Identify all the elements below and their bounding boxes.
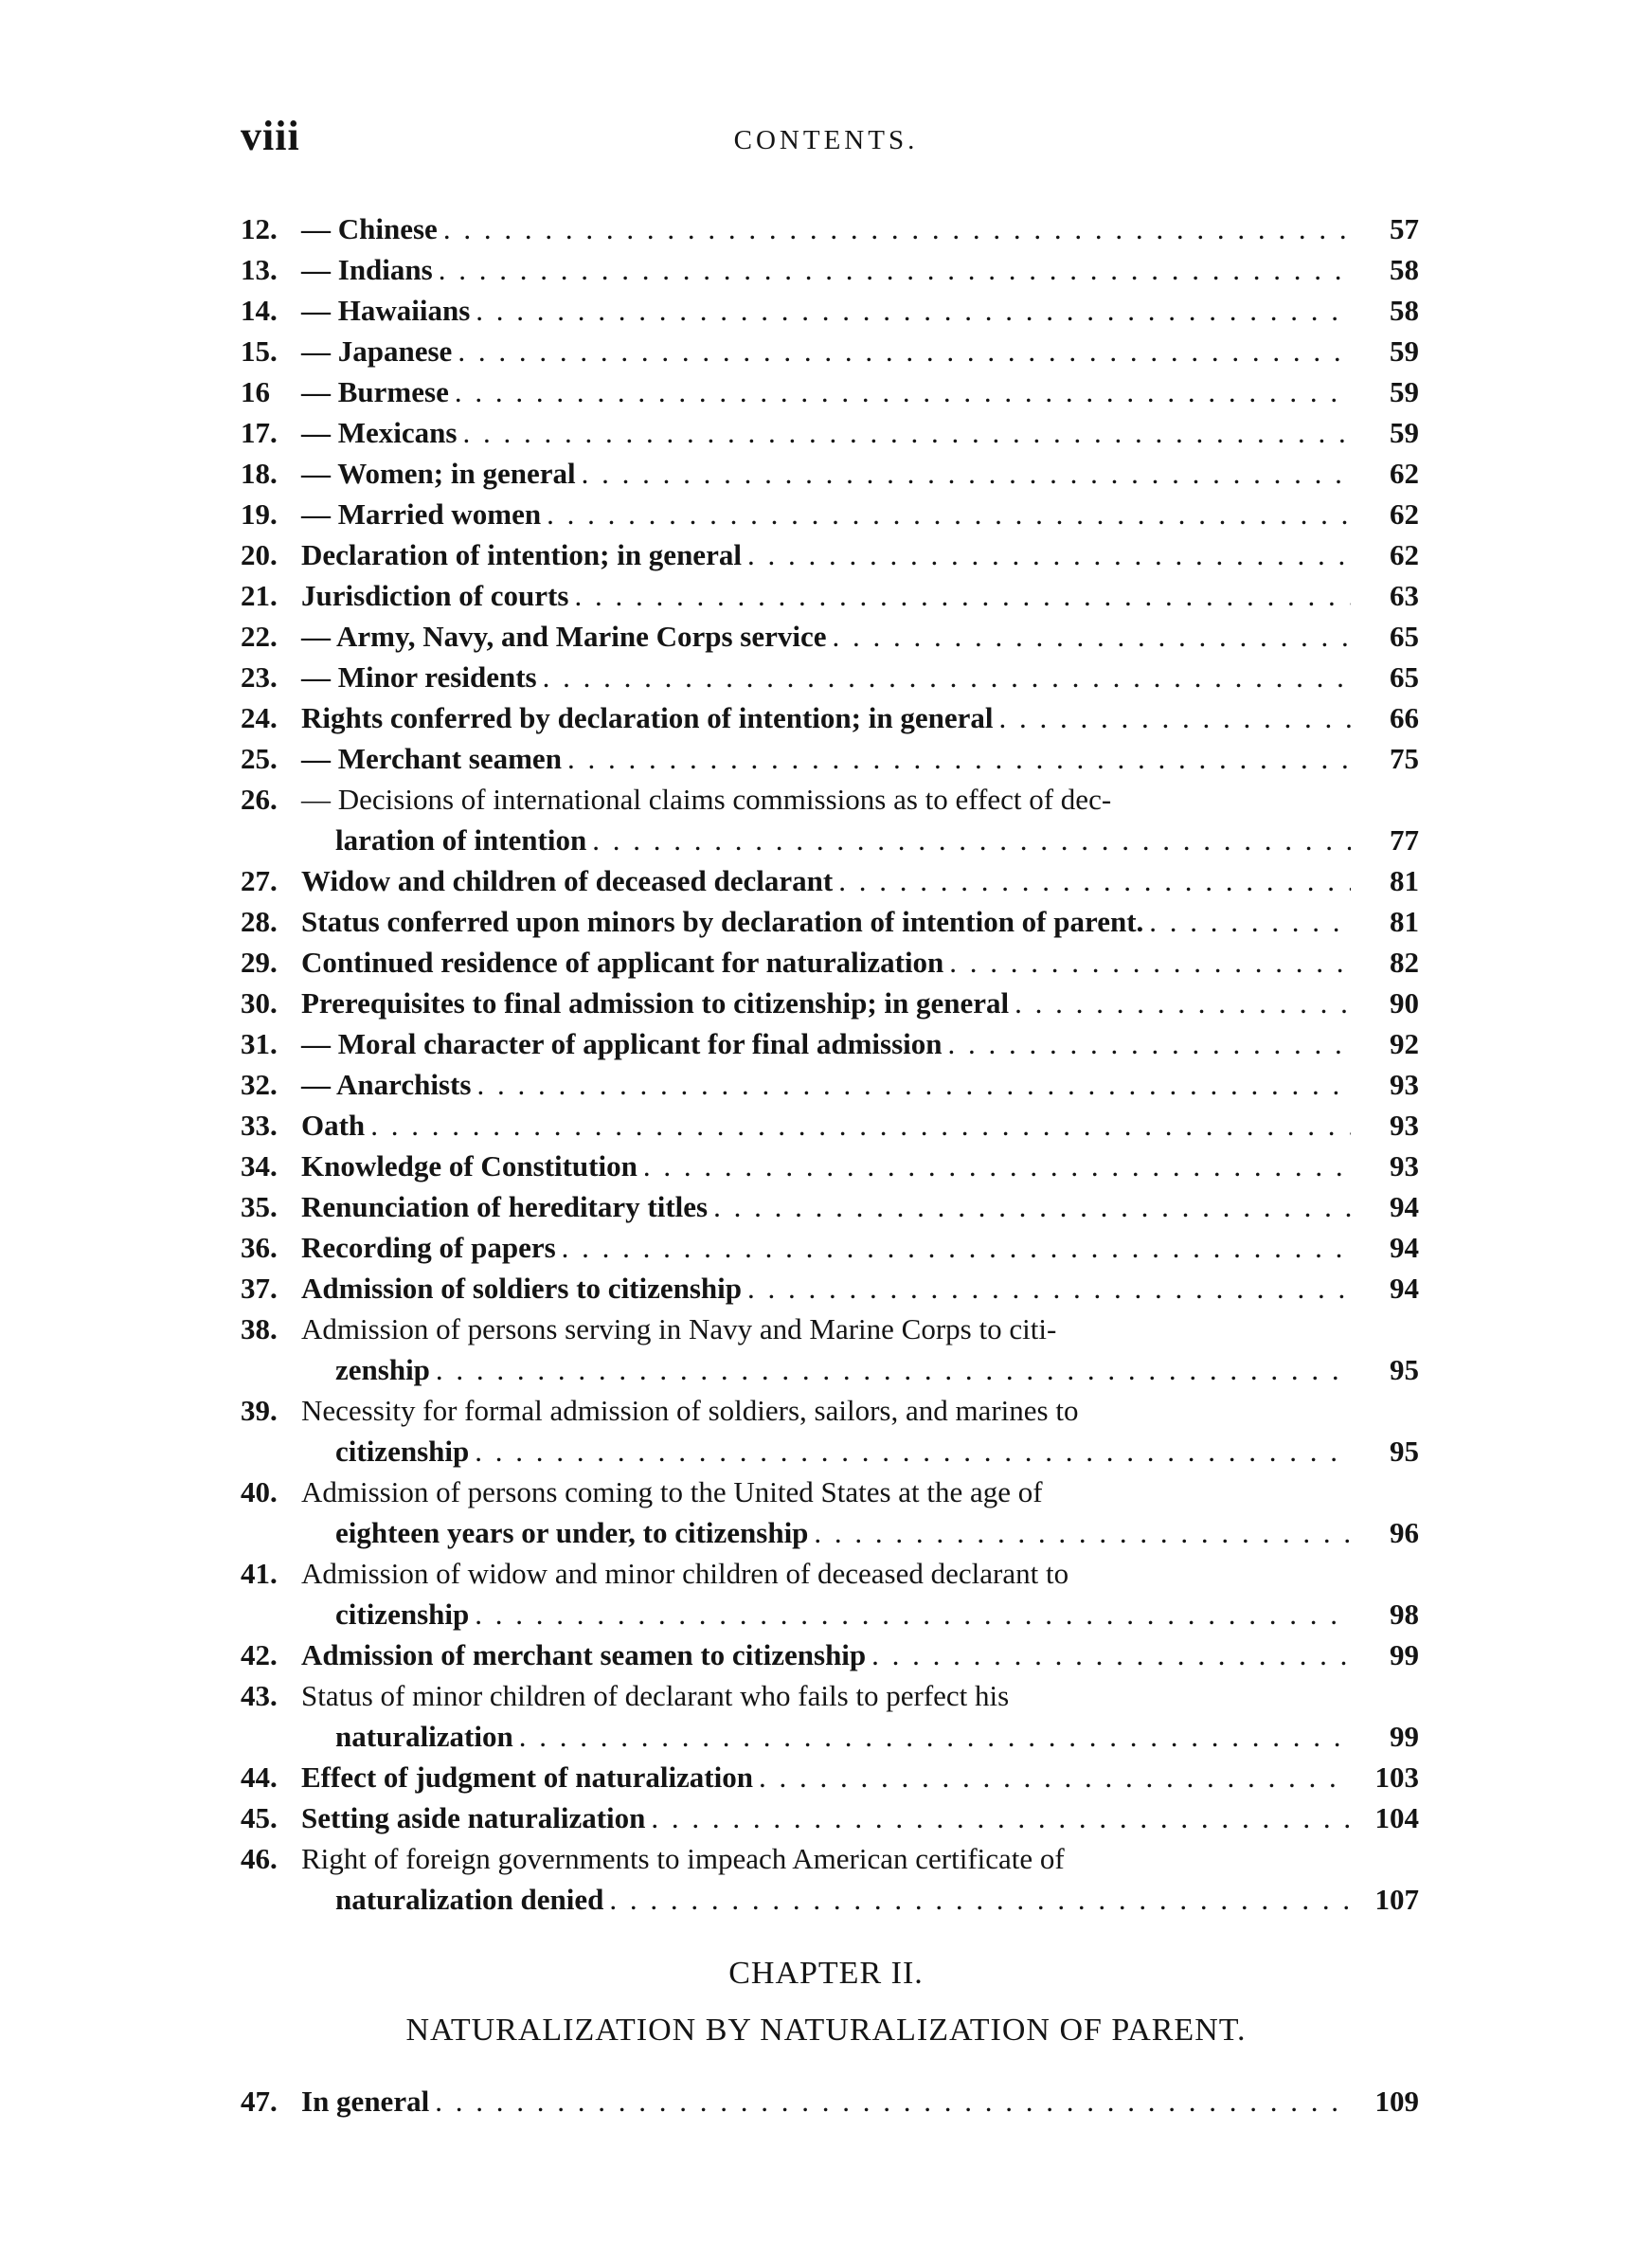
toc-entry-page: 59 [1390, 416, 1419, 449]
dot-leader [948, 1023, 1351, 1064]
toc-entry-title: laration of intention [335, 823, 587, 857]
toc-entry-title: Renunciation of hereditary titles [301, 1190, 709, 1223]
running-title: CONTENTS. [733, 125, 919, 155]
dot-leader [582, 453, 1351, 494]
toc-entry [241, 1797, 1419, 1838]
toc-entry-page: 82 [1390, 946, 1419, 979]
dot-leader [759, 1757, 1351, 1797]
toc-entry [241, 1186, 1419, 1227]
toc-entry-number: 13. [241, 253, 278, 286]
toc-entry-title: citizenship [335, 1598, 470, 1631]
toc-entry-number: 37. [241, 1272, 278, 1305]
toc-entry-number: 34. [241, 1149, 278, 1183]
toc-entry-title: naturalization [335, 1720, 513, 1753]
toc-entry-page: 94 [1390, 1272, 1419, 1305]
dot-leader [609, 1879, 1351, 1920]
toc-entry [241, 1023, 1419, 1064]
toc-entry-page: 65 [1390, 660, 1419, 694]
toc-entry [241, 1553, 1419, 1634]
toc-entry-title-first-line: Admission of persons coming to the United States at the age of [301, 1475, 1043, 1508]
toc-entry-title: citizenship [335, 1435, 470, 1468]
toc-entry [241, 1757, 1419, 1797]
dot-leader [592, 820, 1351, 860]
toc-entry-title: Continued residence of applicant for naturalization [301, 946, 944, 979]
toc-entry-title: — Mexicans [301, 416, 458, 449]
toc-entry-title: — Chinese [301, 212, 438, 245]
toc-entry-title: — Army, Navy, and Marine Corps service [301, 620, 827, 653]
toc-entry-title: Oath [301, 1109, 366, 1142]
dot-leader [643, 1146, 1351, 1186]
toc-entry [241, 371, 1419, 412]
toc-entry-page: 99 [1390, 1720, 1419, 1753]
toc-entry [241, 738, 1419, 779]
toc-entry-page: 63 [1390, 579, 1419, 612]
toc-entry [241, 1146, 1419, 1186]
dot-leader [1015, 983, 1351, 1023]
toc-entry-title: zenship [335, 1353, 430, 1386]
toc-entry-title: naturalization denied [335, 1883, 604, 1916]
toc-entry-number: 28. [241, 905, 278, 938]
toc-entry-title: — Women; in general [301, 457, 576, 490]
toc-entry [241, 494, 1419, 534]
toc-entry [241, 1268, 1419, 1309]
toc-entry-number: 46. [241, 1842, 278, 1875]
toc-entry [241, 1472, 1419, 1553]
toc-entry-page: 62 [1390, 457, 1419, 490]
toc-entry-page: 59 [1390, 375, 1419, 408]
toc-entry-title: — Minor residents [301, 660, 537, 694]
toc-entry [241, 697, 1419, 738]
toc-entry-page: 93 [1390, 1109, 1419, 1142]
toc-entry-page: 62 [1390, 497, 1419, 531]
dot-leader [475, 1594, 1351, 1634]
toc-entry-page: 98 [1390, 1598, 1419, 1631]
toc-entry-number: 25. [241, 742, 278, 775]
toc-entry [241, 290, 1419, 331]
toc-entry-title-first-line: Status of minor children of declarant who fails to perfect his [301, 1679, 1010, 1712]
dot-leader [370, 1105, 1351, 1146]
toc-entry-number: 18. [241, 457, 278, 490]
toc-entry [241, 1227, 1419, 1268]
toc-entry-title: — Anarchists [301, 1068, 472, 1101]
toc-entry-number: 35. [241, 1190, 278, 1223]
toc-entry-number: 23. [241, 660, 278, 694]
toc-entry-page: 107 [1374, 1883, 1419, 1916]
toc-entry-number: 29. [241, 946, 278, 979]
toc-entry-number: 12. [241, 212, 278, 245]
dot-leader [519, 1716, 1351, 1757]
toc-entry-page: 95 [1390, 1353, 1419, 1386]
dot-leader [747, 1268, 1351, 1309]
toc-entry-title: Jurisdiction of courts [301, 579, 569, 612]
toc-entry-title: — Indians [301, 253, 433, 286]
chapter-entries [241, 2081, 1419, 2122]
toc-entry-page: 93 [1390, 1068, 1419, 1101]
dot-leader [455, 371, 1351, 412]
dot-leader [562, 1227, 1351, 1268]
toc-entry-number: 26. [241, 783, 278, 816]
toc-entry-page: 96 [1390, 1516, 1419, 1549]
toc-entry [241, 1309, 1419, 1390]
toc-entry-number: 44. [241, 1760, 278, 1794]
toc-entry [241, 901, 1419, 942]
toc-entry [241, 1838, 1419, 1920]
toc-entry-page: 62 [1390, 538, 1419, 571]
toc-entry-page: 57 [1390, 212, 1419, 245]
toc-entry [241, 1634, 1419, 1675]
table-of-contents [241, 208, 1419, 1920]
toc-entry-number: 20. [241, 538, 278, 571]
toc-entry-title: Knowledge of Constitution [301, 1149, 637, 1183]
toc-entry-page: 103 [1374, 1760, 1419, 1794]
toc-entry [241, 1064, 1419, 1105]
toc-entry-number: 31. [241, 1027, 278, 1060]
toc-entry-title: — Moral character of applicant for final admission [301, 1027, 943, 1060]
dot-leader [574, 575, 1351, 616]
dot-leader [476, 1064, 1351, 1105]
toc-entry [241, 983, 1419, 1023]
toc-entry-title: Prerequisites to final admission to citizenship; in general [301, 986, 1010, 1020]
dot-leader [439, 249, 1351, 290]
toc-entry-title: — Japanese [301, 334, 453, 368]
toc-entry-number: 17. [241, 416, 278, 449]
toc-entry-page: 81 [1390, 864, 1419, 897]
dot-leader [949, 942, 1351, 983]
toc-entry-page: 65 [1390, 620, 1419, 653]
toc-entry-title-first-line: Admission of persons serving in Navy and Marine Corps to citi- [301, 1312, 1057, 1345]
toc-entry-page: 104 [1374, 1801, 1419, 1834]
toc-entry [241, 860, 1419, 901]
toc-entry-title-first-line: Necessity for formal admission of soldiers, sailors, and marines to [301, 1394, 1079, 1427]
toc-entry-page: 81 [1390, 905, 1419, 938]
toc-entry-title: — Merchant seamen [301, 742, 562, 775]
toc-entry-page: 94 [1390, 1231, 1419, 1264]
toc-entry-page: 77 [1390, 823, 1419, 857]
toc-entry-page: 75 [1390, 742, 1419, 775]
toc-entry [241, 1105, 1419, 1146]
toc-entry-page: 58 [1390, 253, 1419, 286]
chapter-title: NATURALIZATION BY NATURALIZATION OF PARENT. [405, 2013, 1247, 2048]
toc-entry-title: Declaration of intention; in general [301, 538, 742, 571]
toc-entry-number: 21. [241, 579, 278, 612]
dot-leader [567, 738, 1351, 779]
dot-leader [476, 290, 1351, 331]
toc-entry-page: 92 [1390, 1027, 1419, 1060]
toc-entry [241, 1390, 1419, 1472]
toc-entry [241, 1675, 1419, 1757]
toc-entry-number: 40. [241, 1475, 278, 1508]
dot-leader [747, 534, 1351, 575]
toc-entry-number: 45. [241, 1801, 278, 1834]
toc-entry-page: 109 [1374, 2085, 1419, 2118]
dot-leader [458, 331, 1351, 371]
toc-entry-page: 59 [1390, 334, 1419, 368]
toc-entry [241, 616, 1419, 657]
toc-entry-title: Widow and children of deceased declarant [301, 864, 834, 897]
toc-entry [241, 453, 1419, 494]
toc-entry [241, 331, 1419, 371]
toc-entry-number: 22. [241, 620, 278, 653]
toc-entry-title: In general [301, 2085, 430, 2118]
toc-entry-title: Setting aside naturalization [301, 1801, 646, 1834]
toc-entry-number: 38. [241, 1312, 278, 1345]
toc-entry-title: — Burmese [301, 375, 449, 408]
toc-entry-title: Admission of soldiers to citizenship [301, 1272, 743, 1305]
toc-entry [241, 575, 1419, 616]
toc-entry-number: 30. [241, 986, 278, 1020]
toc-entry-page: 93 [1390, 1149, 1419, 1183]
toc-entry-number: 24. [241, 701, 278, 734]
toc-entry-title: Status conferred upon minors by declaration of intention of parent. [301, 905, 1144, 938]
toc-entry-number: 42. [241, 1638, 278, 1671]
toc-entry [241, 534, 1419, 575]
toc-entry-title-first-line: Admission of widow and minor children of deceased declarant to [301, 1557, 1069, 1590]
toc-entry-number: 16 [241, 375, 270, 408]
dot-leader [838, 860, 1351, 901]
toc-entry [241, 779, 1419, 860]
toc-entry-title-first-line: — Decisions of international claims commissions as to effect of dec- [301, 783, 1112, 816]
toc-entry-title: eighteen years or under, to citizenship [335, 1516, 809, 1549]
chapter-label: CHAPTER II. [728, 1956, 924, 1991]
toc-entry-page: 95 [1390, 1435, 1419, 1468]
toc-entry-page: 94 [1390, 1190, 1419, 1223]
toc-entry-number: 41. [241, 1557, 278, 1590]
toc-entry-title: — Married women [301, 497, 542, 531]
dot-leader [443, 208, 1351, 249]
toc-entry-title: Effect of judgment of naturalization [301, 1760, 753, 1794]
toc-entry-page: 90 [1390, 986, 1419, 1020]
toc-entry-number: 27. [241, 864, 278, 897]
dot-leader [1149, 901, 1351, 942]
page-number: viii [241, 113, 300, 159]
toc-entry-number: 14. [241, 294, 278, 327]
toc-entry-number: 36. [241, 1231, 278, 1264]
toc-entry-title-first-line: Right of foreign governments to impeach American certificate of [301, 1842, 1065, 1875]
toc-entry [241, 657, 1419, 697]
toc-entry-number: 43. [241, 1679, 278, 1712]
toc-entry [241, 208, 1419, 249]
dot-leader [998, 697, 1351, 738]
toc-entry-title: — Hawaiians [301, 294, 471, 327]
dot-leader [436, 1349, 1351, 1390]
toc-entry [241, 2081, 1419, 2122]
dot-leader [462, 412, 1351, 453]
dot-leader [547, 494, 1351, 534]
toc-entry-number: 33. [241, 1109, 278, 1142]
toc-entry-number: 15. [241, 334, 278, 368]
toc-entry-title: Recording of papers [301, 1231, 556, 1264]
toc-entry-title: Rights conferred by declaration of intention; in general [301, 701, 994, 734]
toc-entry [241, 942, 1419, 983]
dot-leader [871, 1634, 1351, 1675]
toc-entry-page: 66 [1390, 701, 1419, 734]
toc-entry-number: 32. [241, 1068, 278, 1101]
toc-entry [241, 249, 1419, 290]
dot-leader [475, 1431, 1351, 1472]
toc-entry-page: 99 [1390, 1638, 1419, 1671]
dot-leader [713, 1186, 1351, 1227]
dot-leader [833, 616, 1351, 657]
dot-leader [435, 2081, 1351, 2122]
dot-leader [814, 1512, 1351, 1553]
toc-entry-page: 58 [1390, 294, 1419, 327]
toc-entry-number: 19. [241, 497, 278, 531]
toc-entry-title: Admission of merchant seamen to citizenship [301, 1638, 867, 1671]
dot-leader [543, 657, 1351, 697]
toc-entry-number: 39. [241, 1394, 278, 1427]
dot-leader [651, 1797, 1351, 1838]
toc-entry [241, 412, 1419, 453]
toc-entry-number: 47. [241, 2085, 278, 2118]
